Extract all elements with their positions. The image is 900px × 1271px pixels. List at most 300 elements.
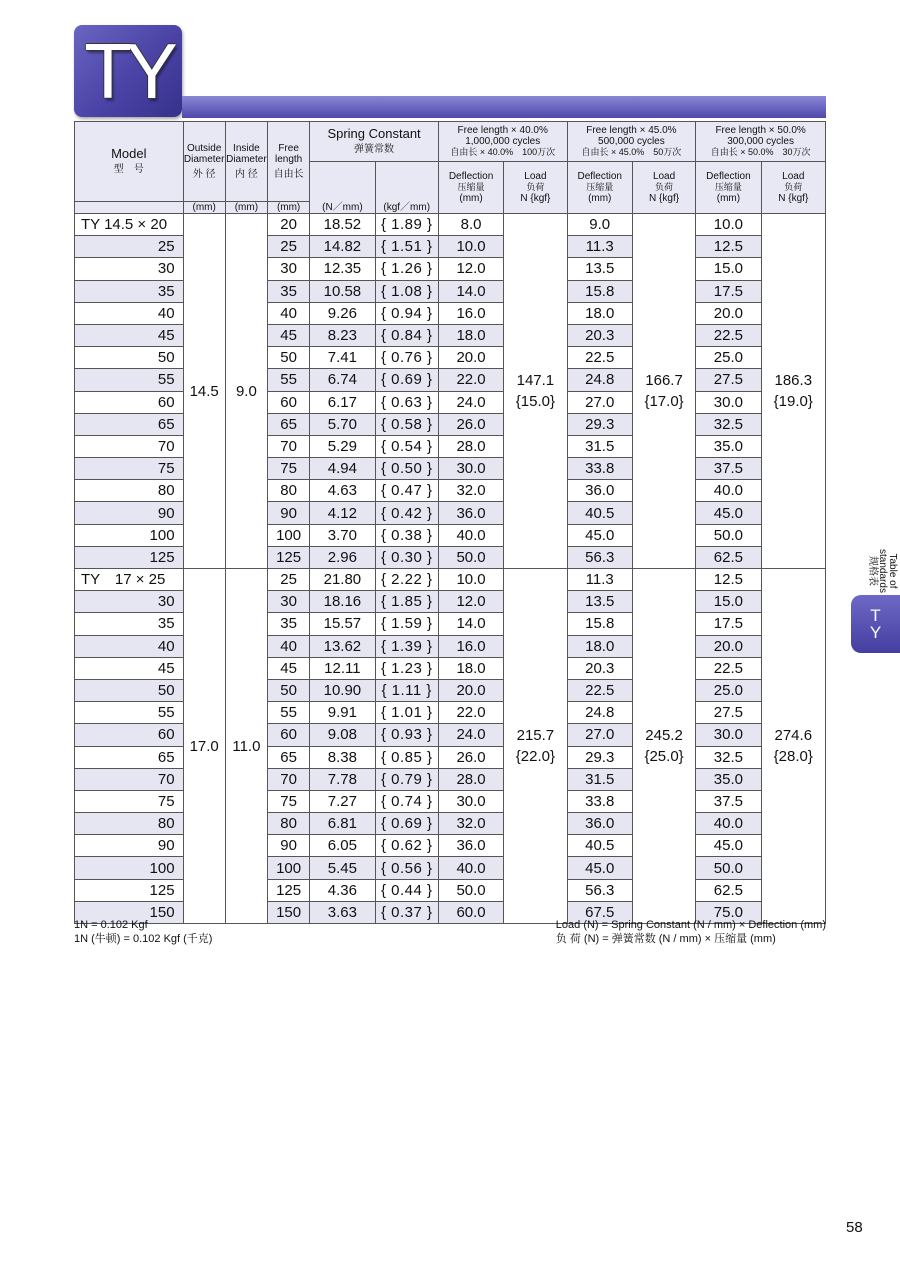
model-cell: 30	[75, 258, 184, 280]
free-length-cell: 70	[268, 768, 310, 790]
series-logo	[74, 25, 182, 117]
header-band	[182, 96, 826, 118]
deflection-45-cell: 22.5	[567, 347, 632, 369]
deflection-40-cell: 22.0	[438, 702, 503, 724]
spring-constant-n-cell: 12.11	[310, 657, 375, 679]
header-model-unit	[75, 202, 184, 214]
header-sc-unit-kgf	[375, 162, 438, 214]
free-length-cell: 80	[268, 813, 310, 835]
footer-right-line1: Load (N) = Spring Constant (N / mm) × Deflection (mm)	[555, 919, 826, 931]
model-cell: 80	[75, 813, 184, 835]
deflection-40-cell: 40.0	[438, 857, 503, 879]
deflection-45-cell: 40.5	[567, 502, 632, 524]
free-length-cell: 70	[268, 435, 310, 457]
header-g3-l1: Free length × 50.0%	[715, 125, 806, 136]
load-50-cell-kgf: {28.0}	[773, 748, 813, 765]
model-cell: 50	[75, 347, 184, 369]
spring-constant-kgf-cell: { 0.69 }	[375, 369, 438, 391]
spring-constant-n-cell: 21.80	[310, 569, 375, 591]
deflection-40-cell: 16.0	[438, 302, 503, 324]
header-defl-cn: 压缩量	[457, 182, 485, 192]
header-g3-l3: 自由长 × 50.0% 30万次	[710, 147, 811, 157]
model-cell: 55	[75, 369, 184, 391]
model-cell: 100	[75, 524, 184, 546]
spring-constant-n-cell: 18.52	[310, 214, 375, 236]
deflection-50-cell: 32.5	[696, 413, 761, 435]
spring-constant-kgf-cell: { 0.30 }	[375, 546, 438, 568]
spring-constant-n-cell: 5.70	[310, 413, 375, 435]
deflection-40-cell: 18.0	[438, 657, 503, 679]
spring-constant-kgf-cell: { 0.50 }	[375, 458, 438, 480]
deflection-40-cell: 36.0	[438, 835, 503, 857]
spring-constant-n-cell: 8.23	[310, 324, 375, 346]
deflection-50-cell: 30.0	[696, 391, 761, 413]
free-length-cell: 100	[268, 857, 310, 879]
deflection-45-cell: 24.8	[567, 702, 632, 724]
deflection-45-cell: 9.0	[567, 214, 632, 236]
deflection-40-cell: 8.0	[438, 214, 503, 236]
deflection-50-cell: 30.0	[696, 724, 761, 746]
model-cell: 35	[75, 613, 184, 635]
section-tab-line1: T	[870, 606, 881, 625]
page-number: 58	[846, 1219, 863, 1236]
header-load-unit: N {kgf}	[520, 193, 551, 204]
load-50-cell-value: 274.6	[774, 727, 813, 744]
free-length-cell: 90	[268, 502, 310, 524]
header-load-en: Load	[652, 171, 676, 182]
header-defl-unit: (mm)	[716, 193, 741, 204]
spring-constant-n-cell: 2.96	[310, 546, 375, 568]
deflection-45-cell: 18.0	[567, 302, 632, 324]
deflection-45-cell: 40.5	[567, 835, 632, 857]
free-length-cell: 125	[268, 879, 310, 901]
deflection-50-cell: 35.0	[696, 768, 761, 790]
load-40-cell-kgf: {22.0}	[515, 748, 555, 765]
deflection-45-cell: 13.5	[567, 258, 632, 280]
header-defl-cn: 压缩量	[586, 182, 614, 192]
deflection-40-cell: 10.0	[438, 236, 503, 258]
spec-table-wrapper	[74, 121, 826, 924]
spring-constant-kgf-cell: { 0.69 }	[375, 813, 438, 835]
side-label	[866, 540, 900, 593]
free-length-cell: 25	[268, 236, 310, 258]
spring-constant-kgf-cell: { 1.39 }	[375, 635, 438, 657]
inside-diameter-cell-value: 11.0	[232, 737, 261, 755]
spring-constant-n-cell: 3.70	[310, 524, 375, 546]
spec-table	[74, 121, 826, 924]
deflection-40-cell: 30.0	[438, 790, 503, 812]
deflection-45-cell: 18.0	[567, 635, 632, 657]
free-length-cell: 60	[268, 724, 310, 746]
header-sc-unit-n	[310, 162, 375, 214]
spring-constant-kgf-cell: { 1.26 }	[375, 258, 438, 280]
deflection-45-cell: 11.3	[567, 569, 632, 591]
deflection-45-cell: 20.3	[567, 324, 632, 346]
spring-constant-kgf-cell: { 0.37 }	[375, 901, 438, 923]
deflection-50-cell: 25.0	[696, 679, 761, 701]
deflection-40-cell: 24.0	[438, 391, 503, 413]
header-load-cn: 负荷	[655, 182, 674, 192]
free-length-cell: 150	[268, 901, 310, 923]
inside-diameter-cell	[225, 569, 267, 924]
load-40-cell-value: 215.7	[516, 727, 555, 744]
outside-diameter-cell-value: 17.0	[189, 737, 219, 755]
deflection-45-cell: 15.8	[567, 613, 632, 635]
free-length-cell: 125	[268, 546, 310, 568]
header-id-en2: Diameter	[226, 154, 267, 165]
deflection-50-cell: 45.0	[696, 835, 761, 857]
free-length-cell: 55	[268, 702, 310, 724]
deflection-40-cell: 12.0	[438, 591, 503, 613]
header-g2-l3: 自由长 × 45.0% 50万次	[581, 147, 682, 157]
free-length-cell: 35	[268, 613, 310, 635]
footer-left-line1: 1N = 0.102 Kgf	[74, 919, 148, 931]
header-deflection-50	[696, 162, 761, 214]
deflection-40-cell: 60.0	[438, 901, 503, 923]
load-50-cell	[761, 569, 825, 924]
spring-constant-n-cell: 5.29	[310, 435, 375, 457]
spring-constant-kgf-cell: { 0.38 }	[375, 524, 438, 546]
header-id-unit: (mm)	[225, 202, 267, 214]
deflection-50-cell: 22.5	[696, 657, 761, 679]
side-label-text	[867, 541, 897, 601]
deflection-50-cell: 35.0	[696, 435, 761, 457]
spring-constant-kgf-cell: { 0.42 }	[375, 502, 438, 524]
deflection-50-cell: 50.0	[696, 524, 761, 546]
free-length-cell: 25	[268, 569, 310, 591]
spring-constant-kgf-cell: { 2.22 }	[375, 569, 438, 591]
deflection-50-cell: 17.5	[696, 280, 761, 302]
spring-constant-kgf-cell: { 0.76 }	[375, 347, 438, 369]
side-label-en: Table of standards	[877, 549, 898, 593]
deflection-50-cell: 20.0	[696, 302, 761, 324]
spring-constant-n-cell: 7.41	[310, 347, 375, 369]
model-cell: 45	[75, 657, 184, 679]
free-length-cell: 30	[268, 258, 310, 280]
table-row	[75, 214, 826, 236]
deflection-45-cell: 56.3	[567, 546, 632, 568]
table-header	[75, 122, 826, 214]
deflection-45-cell: 11.3	[567, 236, 632, 258]
spring-constant-n-cell: 5.45	[310, 857, 375, 879]
spring-constant-n-cell: 3.63	[310, 901, 375, 923]
deflection-50-cell: 15.0	[696, 258, 761, 280]
header-g2-l1: Free length × 45.0%	[586, 125, 677, 136]
spring-constant-kgf-cell: { 1.23 }	[375, 657, 438, 679]
header-load-cn: 负荷	[784, 182, 803, 192]
deflection-40-cell: 26.0	[438, 746, 503, 768]
deflection-50-cell: 62.5	[696, 546, 761, 568]
header-load-40	[504, 162, 567, 214]
header-model-cn: 型 号	[113, 163, 144, 175]
free-length-cell: 90	[268, 835, 310, 857]
deflection-50-cell: 15.0	[696, 591, 761, 613]
header-defl-unit: (mm)	[459, 193, 483, 204]
deflection-40-cell: 20.0	[438, 347, 503, 369]
spring-constant-n-cell: 4.36	[310, 879, 375, 901]
load-50-cell	[761, 214, 825, 569]
free-length-cell: 45	[268, 657, 310, 679]
load-50-cell-value: 186.3	[774, 372, 813, 389]
deflection-45-cell: 27.0	[567, 724, 632, 746]
deflection-50-cell: 37.5	[696, 790, 761, 812]
model-cell: 25	[75, 236, 184, 258]
header-load-50	[761, 162, 825, 214]
deflection-45-cell: 45.0	[567, 524, 632, 546]
header-load-45	[632, 162, 695, 214]
header-model	[75, 122, 184, 202]
spring-constant-kgf-cell: { 0.58 }	[375, 413, 438, 435]
outside-diameter-cell-value: 14.5	[189, 382, 219, 400]
deflection-50-cell: 62.5	[696, 879, 761, 901]
model-cell: 75	[75, 790, 184, 812]
deflection-50-cell: 20.0	[696, 635, 761, 657]
spring-constant-n-cell: 9.91	[310, 702, 375, 724]
spring-constant-n-cell: 10.58	[310, 280, 375, 302]
spring-constant-n-cell: 6.17	[310, 391, 375, 413]
deflection-50-cell: 25.0	[696, 347, 761, 369]
model-cell: 75	[75, 458, 184, 480]
header-fl-en2: length	[274, 154, 303, 165]
header-model-en: Model	[111, 145, 147, 161]
deflection-50-cell: 37.5	[696, 458, 761, 480]
deflection-50-cell: 40.0	[696, 813, 761, 835]
model-cell: 65	[75, 413, 184, 435]
spring-constant-kgf-cell: { 0.79 }	[375, 768, 438, 790]
free-length-cell: 75	[268, 790, 310, 812]
spring-constant-n-cell: 6.05	[310, 835, 375, 857]
spring-constant-n-cell: 6.74	[310, 369, 375, 391]
free-length-cell: 60	[268, 391, 310, 413]
spring-constant-kgf-cell: { 0.54 }	[375, 435, 438, 457]
header-sc-en: Spring Constant	[327, 125, 421, 141]
header-load-unit: N {kgf}	[778, 193, 809, 204]
header-defl-en: Deflection	[577, 171, 622, 182]
model-cell: 70	[75, 768, 184, 790]
spring-constant-n-cell: 9.26	[310, 302, 375, 324]
deflection-40-cell: 28.0	[438, 435, 503, 457]
header-g2-l2: 500,000 cycles	[598, 136, 665, 147]
header-id-cn: 内 径	[235, 169, 258, 180]
free-length-cell: 40	[268, 635, 310, 657]
model-cell: 125	[75, 546, 184, 568]
spring-constant-kgf-cell: { 0.85 }	[375, 746, 438, 768]
spring-constant-kgf-cell: { 1.08 }	[375, 280, 438, 302]
table-row	[75, 569, 826, 591]
deflection-45-cell: 29.3	[567, 413, 632, 435]
free-length-cell: 55	[268, 369, 310, 391]
deflection-45-cell: 20.3	[567, 657, 632, 679]
spring-constant-n-cell: 8.38	[310, 746, 375, 768]
deflection-40-cell: 26.0	[438, 413, 503, 435]
model-cell: 40	[75, 302, 184, 324]
header-group-40	[438, 122, 567, 162]
spring-constant-n-cell: 12.35	[310, 258, 375, 280]
header-od-en1: Outside	[186, 143, 222, 154]
header-free-length	[268, 122, 310, 202]
spring-constant-kgf-cell: { 1.85 }	[375, 591, 438, 613]
deflection-50-cell: 50.0	[696, 857, 761, 879]
spring-constant-n-cell: 4.94	[310, 458, 375, 480]
deflection-50-cell: 32.5	[696, 746, 761, 768]
free-length-cell: 50	[268, 679, 310, 701]
deflection-40-cell: 12.0	[438, 258, 503, 280]
header-group-45	[567, 122, 696, 162]
load-40-cell-kgf: {15.0}	[515, 393, 555, 410]
spring-constant-kgf-cell: { 0.62 }	[375, 835, 438, 857]
deflection-50-cell: 45.0	[696, 502, 761, 524]
spring-constant-kgf-cell: { 0.74 }	[375, 790, 438, 812]
deflection-45-cell: 67.5	[567, 901, 632, 923]
model-cell: 125	[75, 879, 184, 901]
load-40-cell	[504, 569, 567, 924]
load-50-cell-kgf: {19.0}	[773, 393, 813, 410]
header-sc-unit-kgf-text: (kgf／mm)	[383, 202, 431, 213]
header-fl-en1: Free	[278, 143, 299, 154]
spring-constant-n-cell: 13.62	[310, 635, 375, 657]
spring-constant-n-cell: 6.81	[310, 813, 375, 835]
deflection-45-cell: 36.0	[567, 813, 632, 835]
spring-constant-kgf-cell: { 0.94 }	[375, 302, 438, 324]
model-cell: 90	[75, 835, 184, 857]
deflection-40-cell: 16.0	[438, 635, 503, 657]
section-tab-ty[interactable]	[851, 595, 900, 653]
header-g1-l3: 自由长 × 40.0% 100万次	[450, 147, 556, 157]
outside-diameter-cell	[183, 569, 225, 924]
spring-constant-kgf-cell: { 1.01 }	[375, 702, 438, 724]
deflection-40-cell: 20.0	[438, 679, 503, 701]
free-length-cell: 50	[268, 347, 310, 369]
deflection-40-cell: 18.0	[438, 324, 503, 346]
header-defl-unit: (mm)	[588, 193, 612, 204]
free-length-cell: 20	[268, 214, 310, 236]
model-cell: TY 14.5 × 20	[75, 214, 184, 236]
spring-constant-n-cell: 18.16	[310, 591, 375, 613]
footer-left	[74, 918, 212, 946]
deflection-40-cell: 14.0	[438, 280, 503, 302]
header-g1-l1: Free length × 40.0%	[457, 125, 548, 136]
free-length-cell: 45	[268, 324, 310, 346]
inside-diameter-cell	[225, 214, 267, 569]
deflection-45-cell: 56.3	[567, 879, 632, 901]
spring-constant-n-cell: 10.90	[310, 679, 375, 701]
model-cell: 90	[75, 502, 184, 524]
header-od-cn: 外 径	[192, 169, 216, 180]
deflection-45-cell: 15.8	[567, 280, 632, 302]
spring-constant-kgf-cell: { 0.47 }	[375, 480, 438, 502]
spring-constant-kgf-cell: { 0.93 }	[375, 724, 438, 746]
spring-constant-kgf-cell: { 1.51 }	[375, 236, 438, 258]
outside-diameter-cell	[183, 214, 225, 569]
spring-constant-kgf-cell: { 0.44 }	[375, 879, 438, 901]
side-label-cn: 规格表	[867, 556, 878, 586]
model-cell: 40	[75, 635, 184, 657]
spring-constant-n-cell: 4.12	[310, 502, 375, 524]
header-g3-l2: 300,000 cycles	[727, 136, 794, 147]
header-od-unit: (mm)	[183, 202, 225, 214]
deflection-40-cell: 40.0	[438, 524, 503, 546]
model-cell: 30	[75, 591, 184, 613]
header-inside-diameter	[225, 122, 267, 202]
header-load-cn: 负荷	[526, 182, 545, 192]
model-cell: 60	[75, 391, 184, 413]
deflection-45-cell: 33.8	[567, 790, 632, 812]
section-tab-line2: Y	[869, 623, 882, 642]
deflection-45-cell: 22.5	[567, 679, 632, 701]
deflection-50-cell: 75.0	[696, 901, 761, 923]
model-cell: 150	[75, 901, 184, 923]
header-load-unit: N {kgf}	[649, 193, 680, 204]
model-cell: 50	[75, 679, 184, 701]
deflection-45-cell: 31.5	[567, 768, 632, 790]
spring-constant-n-cell: 7.78	[310, 768, 375, 790]
header-id-en1: Inside	[233, 143, 260, 154]
load-45-cell-value: 166.7	[645, 372, 683, 389]
deflection-40-cell: 10.0	[438, 569, 503, 591]
deflection-45-cell: 36.0	[567, 480, 632, 502]
model-cell: 55	[75, 702, 184, 724]
deflection-50-cell: 10.0	[696, 214, 761, 236]
table-body	[75, 214, 826, 924]
header-sc-cn: 弹簧常数	[354, 143, 395, 155]
spring-constant-kgf-cell: { 0.84 }	[375, 324, 438, 346]
header-od-en2: Diameter	[183, 154, 225, 165]
deflection-45-cell: 27.0	[567, 391, 632, 413]
deflection-50-cell: 12.5	[696, 236, 761, 258]
header-defl-en: Deflection	[448, 171, 494, 182]
header-group-50	[696, 122, 826, 162]
model-cell: 100	[75, 857, 184, 879]
header-spring-constant	[310, 122, 439, 162]
series-logo-text: TY	[84, 27, 172, 115]
footer-right-line2: 负 荷 (N) = 弹簧常数 (N / mm) × 压缩量 (mm)	[555, 933, 776, 945]
deflection-40-cell: 22.0	[438, 369, 503, 391]
model-cell: 80	[75, 480, 184, 502]
header-fl-cn: 自由长	[273, 169, 304, 180]
inside-diameter-cell-value: 9.0	[235, 382, 257, 400]
spring-constant-kgf-cell: { 0.56 }	[375, 857, 438, 879]
spring-constant-kgf-cell: { 1.59 }	[375, 613, 438, 635]
load-40-cell-value: 147.1	[516, 372, 555, 389]
deflection-40-cell: 30.0	[438, 458, 503, 480]
load-45-cell-value: 245.2	[645, 727, 683, 744]
free-length-cell: 35	[268, 280, 310, 302]
deflection-40-cell: 50.0	[438, 879, 503, 901]
deflection-50-cell: 22.5	[696, 324, 761, 346]
deflection-40-cell: 28.0	[438, 768, 503, 790]
spring-constant-n-cell: 4.63	[310, 480, 375, 502]
deflection-50-cell: 12.5	[696, 569, 761, 591]
load-45-cell	[632, 214, 695, 569]
spring-constant-n-cell: 15.57	[310, 613, 375, 635]
load-45-cell-kgf: {17.0}	[644, 393, 684, 410]
header-sc-unit-n-text: (N／mm)	[322, 202, 363, 213]
free-length-cell: 65	[268, 413, 310, 435]
model-cell: 65	[75, 746, 184, 768]
footer-right	[556, 918, 826, 946]
deflection-50-cell: 40.0	[696, 480, 761, 502]
deflection-40-cell: 50.0	[438, 546, 503, 568]
free-length-cell: 65	[268, 746, 310, 768]
model-cell: 45	[75, 324, 184, 346]
header-load-en: Load	[524, 171, 547, 182]
free-length-cell: 80	[268, 480, 310, 502]
deflection-45-cell: 24.8	[567, 369, 632, 391]
load-45-cell	[632, 569, 695, 924]
header-defl-cn: 压缩量	[714, 182, 742, 192]
header-outside-diameter	[183, 122, 225, 202]
load-40-cell	[504, 214, 567, 569]
